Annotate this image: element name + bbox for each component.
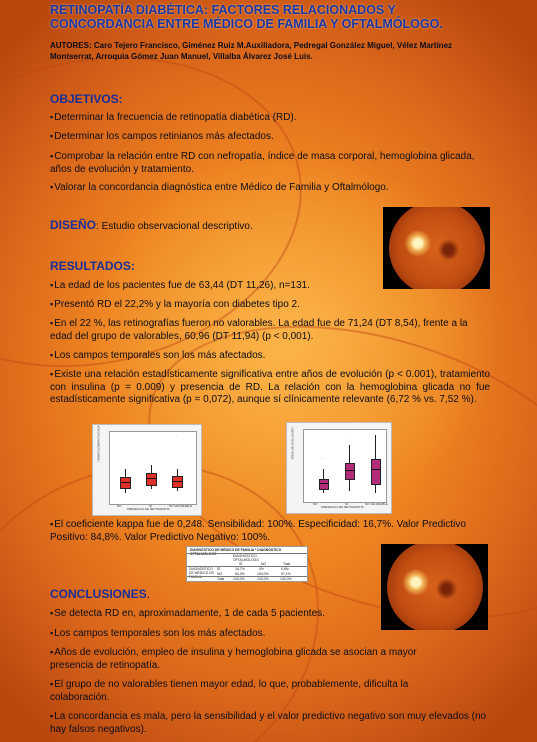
table-row-group: DIAGNÓSTICO DE MÉDICO DE FAMILIA (189, 567, 214, 579)
objetivos-heading: OBJETIVOS: (50, 92, 123, 106)
table-title: DIAGNÓSTICO DE MÉDICO DE FAMILIA * DIAGNÓSTICO OFTALMÓLOGO (190, 548, 282, 556)
poster-title: RETINOPATÍA DIABÉTICA: FACTORES RELACIONADOS Y CONCORDANCIA ENTRE MÉDICO DE FAMILIA Y OFTALMÓLOGO. (50, 3, 443, 31)
y-axis-label: AÑOS DE EVOLUCIÓN (290, 427, 295, 460)
table-row-label: SÍ (217, 567, 221, 571)
resultado-item: ▪ Presentó RD el 22,2% y la mayoría con diabetes tipo 2. (50, 298, 380, 312)
kappa-table (186, 546, 308, 582)
table-cell: 100,0% (233, 576, 245, 581)
objetivo-item: ▪ Determinar la frecuencia de retinopatía diabética (RD). (50, 111, 490, 125)
conclusion-item: ▪ La concordancia es mala, pero la sensibilidad y el valor predictivo negativo son muy elevados (no hay falsos negativos). (50, 710, 490, 736)
boxplot-hemoglobina: HEMOGLOBINA GLICADA PRESENCIA DE RETINOPATÍA ◦ NO SÍ NO VALORABLE (92, 424, 202, 516)
diseno-line (50, 219, 370, 233)
conclusiones-heading: CONCLUSIONES. (50, 587, 151, 601)
box-no (120, 477, 131, 489)
conclusion-item: ▪ Años de evolución, empleo de insulina y hemoglobina glicada se asocian a mayor presencia de retinopatía. (50, 646, 450, 672)
resultado-item: ▪ Los campos temporales son los más afectados. (50, 349, 490, 363)
plot-area (109, 431, 197, 505)
table-row-label: Total (217, 576, 225, 581)
category-label: NO VALORABLE (169, 504, 192, 508)
objetivo-item: ▪ Determinar los campos retinianos más afectados. (50, 130, 490, 144)
table-cell: 100,0% (257, 572, 269, 576)
resultado-item: ▪ Existe una relación estadísticamente significativa entre años de evolución (p < 0.001), tratamiento con insulina (p = 0.009) y presencia de RD. La relación con la hemoglobina glicada no fue estadísticamente significativa (p = 0,072), aunque sí clínicamente relevante (6,72 % vs. 7,52 %). (50, 368, 490, 407)
resultado-item: ▪ La edad de los pacientes fue de 63,44 (DT 11,26), n=131. (50, 279, 380, 293)
table-col: Total (283, 562, 291, 566)
category-label: SÍ (149, 504, 152, 508)
table-cell: 97,1% (281, 572, 291, 576)
category-label: SÍ (345, 502, 348, 506)
y-axis-label: HEMOGLOBINA GLICADA (96, 425, 101, 462)
conclusion-item: ▪ Los campos temporales son los más afectados. (50, 627, 380, 641)
table-cell: 0,8% (281, 567, 289, 571)
boxplot-anos-evolucion: AÑOS DE EVOLUCIÓN PRESENCIA DE RETINOPATÍA ◦◦ ◦ NO SÍ NO VALORABLE (286, 422, 392, 514)
box-no-valorable (371, 459, 381, 485)
x-axis-label: PRESENCIA DE RETINOPATÍA (321, 505, 364, 509)
table-cell: 16,7% (235, 567, 245, 571)
authors-line: AUTORES: Caro Tejero Francisco, Giménez Ruiz M.Auxiliadora, Pedregal González Miguel, Vélez Martínez Montserrat, Arroquia Gómez Juan Manuel, Villalba Álvarez José Luis. (50, 41, 453, 61)
category-label: NO (117, 504, 122, 508)
fundus-photo (381, 544, 488, 630)
conclusion-item: ▪ El grupo de no valorables tienen mayor edad, lo que, probablemente, dificulta la colaboración. (50, 678, 450, 704)
table-row-label: NO (217, 572, 223, 576)
x-axis-label: PRESENCIA DE RETINOPATÍA (127, 507, 170, 511)
diseno-text: : Estudio observacional descriptivo. (96, 221, 253, 232)
category-label: NO VALORABLE (365, 502, 388, 506)
table-col-group: DIAGNÓSTICO OFTALMÓLOGO (233, 554, 259, 562)
table-cell: 83,3% (235, 572, 245, 576)
resultado-item: ▪ En el 22 %, las retinografías fueron no valorables. La edad fue de 71,24 (DT 8,54), frente a la edad del grupo de valorables, 60,96 (DT 11,94) (p < 0,001). (50, 317, 490, 343)
conclusion-item: ▪ Se detecta RD en, aproximadamente, 1 de cada 5 pacientes. (50, 607, 380, 621)
box-no (319, 479, 329, 490)
fundus-photo (383, 207, 490, 289)
resultado-item: ▪ El coeficiente kappa fue de 0,248. Sensibilidad: 100%. Especificidad: 16,7%. Valor Predictivo Positivo: 84,8%. Valor Predictivo Negativo: 100%. (50, 518, 490, 544)
category-label: NO (313, 502, 318, 506)
table-cell: 100,0% (280, 576, 292, 581)
table-col: SÍ (239, 562, 243, 566)
table-col: NO (261, 562, 267, 566)
objetivo-item: ▪ Valorar la concordancia diagnóstica entre Médico de Familia y Oftalmólogo. (50, 181, 490, 195)
box-si (146, 473, 157, 486)
objetivo-item: ▪ Comprobar la relación entre RD con nefropatía, índice de masa corporal, hemoglobina glicada, años de evolución y tratamiento. (50, 150, 480, 176)
diseno-heading: DISEÑO (50, 218, 97, 232)
resultados-heading: RESULTADOS: (50, 259, 135, 273)
table-cell: 100,0% (257, 576, 269, 581)
table-cell: 0% (259, 567, 264, 571)
box-no-valorable (172, 476, 183, 488)
box-si (345, 463, 355, 480)
